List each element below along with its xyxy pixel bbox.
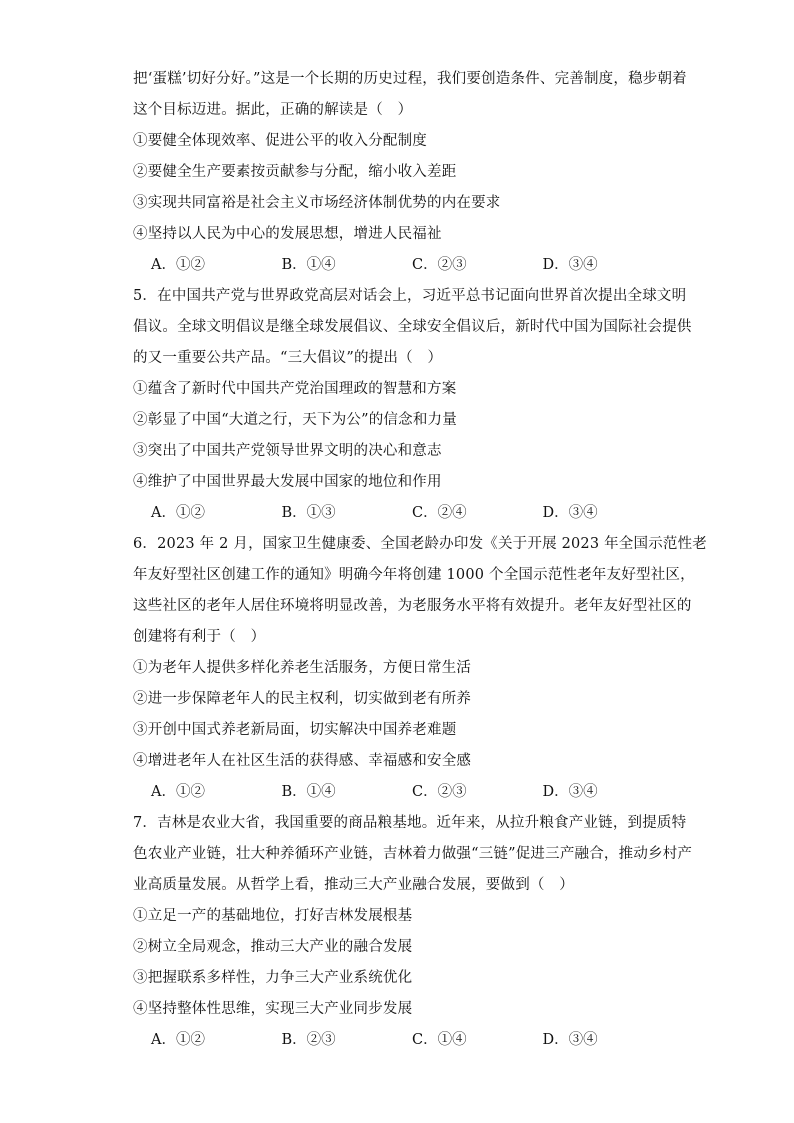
question-stem-line: 7．吉林是农业大省，我国重要的商品粮基地。近年来，从拉升粮食产业链，到提质特 <box>133 815 687 831</box>
statement-3: ③突出了中国共产党领导世界文明的决心和意志 <box>133 443 442 459</box>
answer-options <box>133 1025 673 1056</box>
statement-1: ①蕴含了新时代中国共产党治国理政的智慧和方案 <box>133 381 457 397</box>
statement-2: ②要健全生产要素按贡献参与分配，缩小收入差距 <box>133 164 457 180</box>
statement-2: ②彰显了中国“大道之行，天下为公”的信念和力量 <box>133 412 457 428</box>
option-b: B．①④ <box>281 257 336 273</box>
statement-4: ④维护了中国世界最大发展中国家的地位和作用 <box>133 474 442 490</box>
option-d: D．③④ <box>542 505 598 521</box>
option-b: B．①④ <box>281 784 336 800</box>
question-5 <box>133 281 692 529</box>
question-6 <box>133 529 707 808</box>
statement-4: ④增进老年人在社区生活的获得感、幸福感和安全感 <box>133 753 472 769</box>
option-c: C．②③ <box>412 257 467 273</box>
question-stem-line: 色农业产业链，壮大种养循环产业链，吉林着力做强“三链”促进三产融合，推动乡村产 <box>133 846 693 862</box>
question-7 <box>133 808 693 1056</box>
option-d: D．③④ <box>542 1032 598 1048</box>
statement-2: ②进一步保障老年人的民主权利，切实做到老有所养 <box>133 691 472 707</box>
option-a: A．①② <box>151 1032 205 1048</box>
question-stem-line: 把‘蛋糕’切好分好。”这是一个长期的历史过程，我们要创造条件、完善制度，稳步朝着 <box>133 71 687 87</box>
question-stem-line: 创建将有利于（ ） <box>133 629 266 645</box>
question-stem-line: 业高质量发展。从哲学上看，推动三大产业融合发展，要做到（ ） <box>133 877 574 893</box>
question-stem-line: 这些社区的老年人居住环境将明显改善，为老服务水平将有效提升。老年友好型社区的 <box>133 598 692 614</box>
question-stem-line: 这个目标迈进。据此，正确的解读是（ ） <box>133 102 413 118</box>
answer-options <box>133 250 673 281</box>
statement-3: ③把握联系多样性，力争三大产业系统优化 <box>133 970 413 986</box>
option-a: A．①② <box>151 505 205 521</box>
statement-1: ①为老年人提供多样化养老生活服务，方便日常生活 <box>133 660 472 676</box>
option-b: B．①③ <box>281 505 336 521</box>
statement-4: ④坚持以人民为中心的发展思想，增进人民福祉 <box>133 226 442 242</box>
statement-2: ②树立全局观念，推动三大产业的融合发展 <box>133 939 413 955</box>
question-stem-line: 年友好型社区创建工作的通知》明确今年将创建 1000 个全国示范性老年友好型社区， <box>133 567 695 583</box>
question-stem-line: 的又一重要公共产品。“三大倡议”的提出（ ） <box>133 350 443 366</box>
answer-options <box>133 777 673 808</box>
option-a: A．①② <box>151 784 205 800</box>
question-4-continuation <box>133 64 687 281</box>
question-stem-line: 6．2023 年 2 月，国家卫生健康委、全国老龄办印发《关于开展 2023 年全国示范性老 <box>133 536 707 552</box>
option-d: D．③④ <box>542 257 598 273</box>
option-d: D．③④ <box>542 784 598 800</box>
statement-1: ①要健全体现效率、促进公平的收入分配制度 <box>133 133 427 149</box>
question-stem-line: 倡议。全球文明倡议是继全球发展倡议、全球安全倡议后，新时代中国为国际社会提供 <box>133 319 692 335</box>
statement-1: ①立足一产的基础地位，打好吉林发展根基 <box>133 908 413 924</box>
option-c: C．②④ <box>412 505 467 521</box>
option-b: B．②③ <box>281 1032 336 1048</box>
question-stem-line: 5．在中国共产党与世界政党高层对话会上，习近平总书记面向世界首次提出全球文明 <box>133 288 687 304</box>
option-c: C．②③ <box>412 784 467 800</box>
answer-options <box>133 498 673 529</box>
option-c: C．①④ <box>412 1032 467 1048</box>
statement-3: ③开创中国式养老新局面，切实解决中国养老难题 <box>133 722 457 738</box>
document-content <box>133 64 707 1056</box>
statement-4: ④坚持整体性思维，实现三大产业同步发展 <box>133 1001 413 1017</box>
option-a: A．①② <box>151 257 205 273</box>
statement-3: ③实现共同富裕是社会主义市场经济体制优势的内在要求 <box>133 195 501 211</box>
